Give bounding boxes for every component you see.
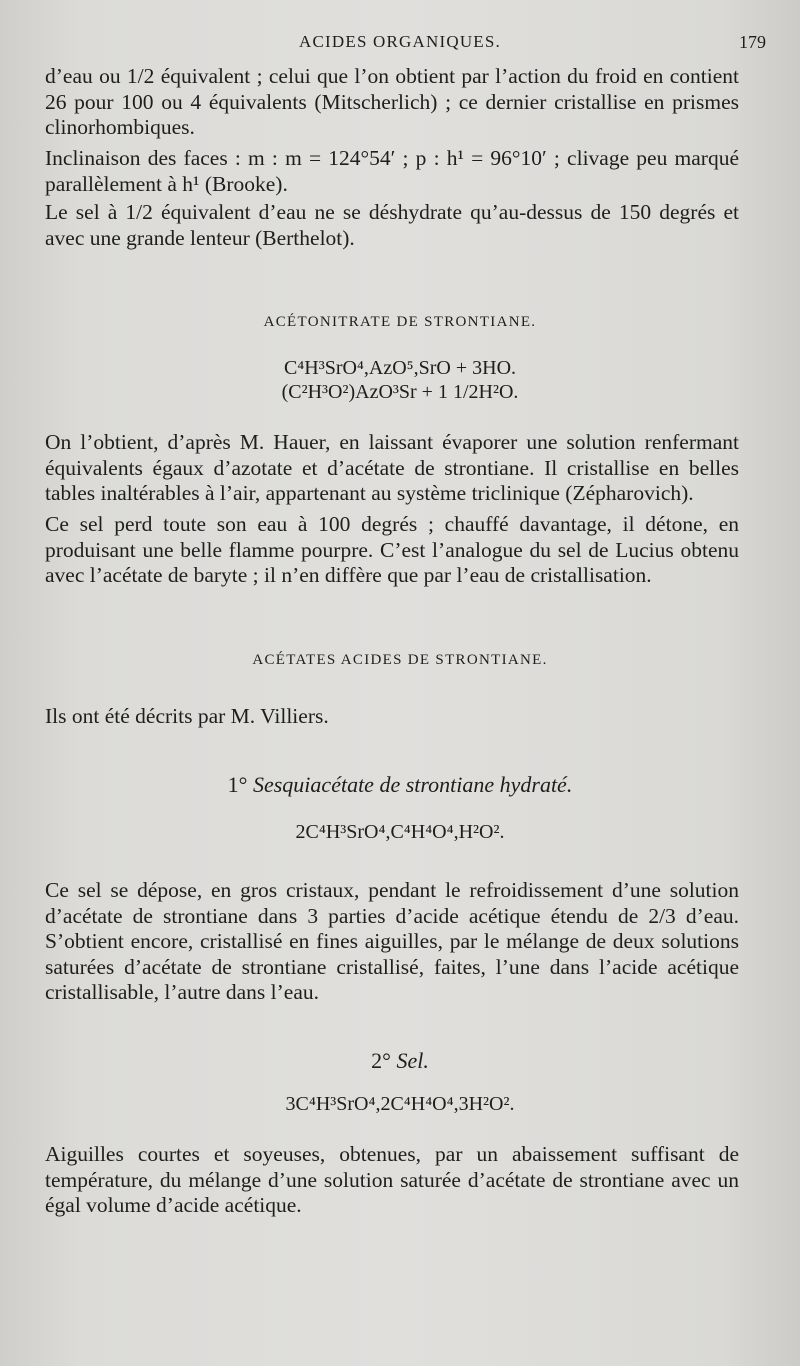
paragraph-acetonitrate-properties: Ce sel perd toute son eau à 100 degrés ; chauffé davantage, il détone, en produisant une belle flamme pourpre. C’est l’analogue du sel de Lucius obtenu avec l’acétate de baryte ; il n’en diffère que par l’eau de cristallisation.	[45, 512, 739, 587]
paragraph-hydrate-continued: d’eau ou 1/2 équivalent ; celui que l’on obtient par l’action du froid en contient 26 pour 100 ou 4 équivalents (Mitscherlich) ; ce dernier cristallise en prismes clinorhombiques.	[45, 64, 739, 139]
subtitle-number: 2°	[371, 1048, 391, 1073]
paragraph-dehydration: Le sel à 1/2 équivalent d’eau ne se déshydrate qu’au-dessus de 150 degrés et avec une grande lenteur (Berthelot).	[45, 200, 739, 250]
page-number: 179	[739, 32, 766, 52]
subtitle-text: Sesquiacétate de strontiane hydraté.	[252, 772, 573, 797]
formula-sesquiacetate: 2C⁴H³SrO⁴,C⁴H⁴O⁴,H²O².	[295, 821, 505, 843]
paragraph-acetonitrate-preparation: On l’obtient, d’après M. Hauer, en laissant évaporer une solution renfermant équivalents égaux d’azotate et d’acétate de strontiane. Il cristallise en belles tables inaltérables à l’air, appartenant au système triclinique (Zépharovich).	[45, 430, 739, 505]
formula-acetonitrate-atomic: (C²H³O²)AzO³Sr + 1 1/2H²O.	[281, 381, 519, 403]
page-header	[0, 28, 800, 58]
formula-acetonitrate-equivalent: C⁴H³SrO⁴,AzO⁵,SrO + 3HO.	[283, 357, 517, 379]
paragraph-sesquiacetate: Ce sel se dépose, en gros cristaux, pendant le refroidissement d’une solution d’acétate de strontiane dans 3 parties d’acide acétique étendu de 2/3 d’eau. S’obtient encore, cristallisé en fines aiguilles, par le mélange de deux solutions saturées d’acétate de strontiane cristallisé, faites, l’une dans l’acide acétique cristallisable, l’autre dans l’eau.	[45, 878, 739, 1004]
section-title-acetates-acides: ACÉTATES ACIDES DE STRONTIANE.	[252, 652, 548, 668]
subtitle-second-salt	[0, 1048, 800, 1074]
paragraph-second-salt: Aiguilles courtes et soyeuses, obtenues, par un abaissement suffisant de température, du mélange d’une solution saturée d’acétate de strontiane avec un égal volume d’acide acétique.	[45, 1142, 739, 1217]
formula-second-salt: 3C⁴H³SrO⁴,2C⁴H⁴O⁴,3H²O².	[285, 1093, 515, 1115]
section-title-acetonitrate: ACÉTONITRATE DE STRONTIANE.	[263, 314, 537, 330]
running-title: ACIDES ORGANIQUES.	[299, 32, 501, 51]
subtitle-number: 1°	[227, 772, 248, 797]
subtitle-sesquiacetate	[0, 772, 800, 798]
paragraph-villiers: Ils ont été décrits par M. Villiers.	[45, 704, 329, 728]
subtitle-text: Sel.	[396, 1048, 429, 1073]
paragraph-face-inclination: Inclinaison des faces : m : m = 124°54′ ; p : h¹ = 96°10′ ; clivage peu marqué parallèlement à h¹ (Brooke).	[45, 146, 739, 196]
